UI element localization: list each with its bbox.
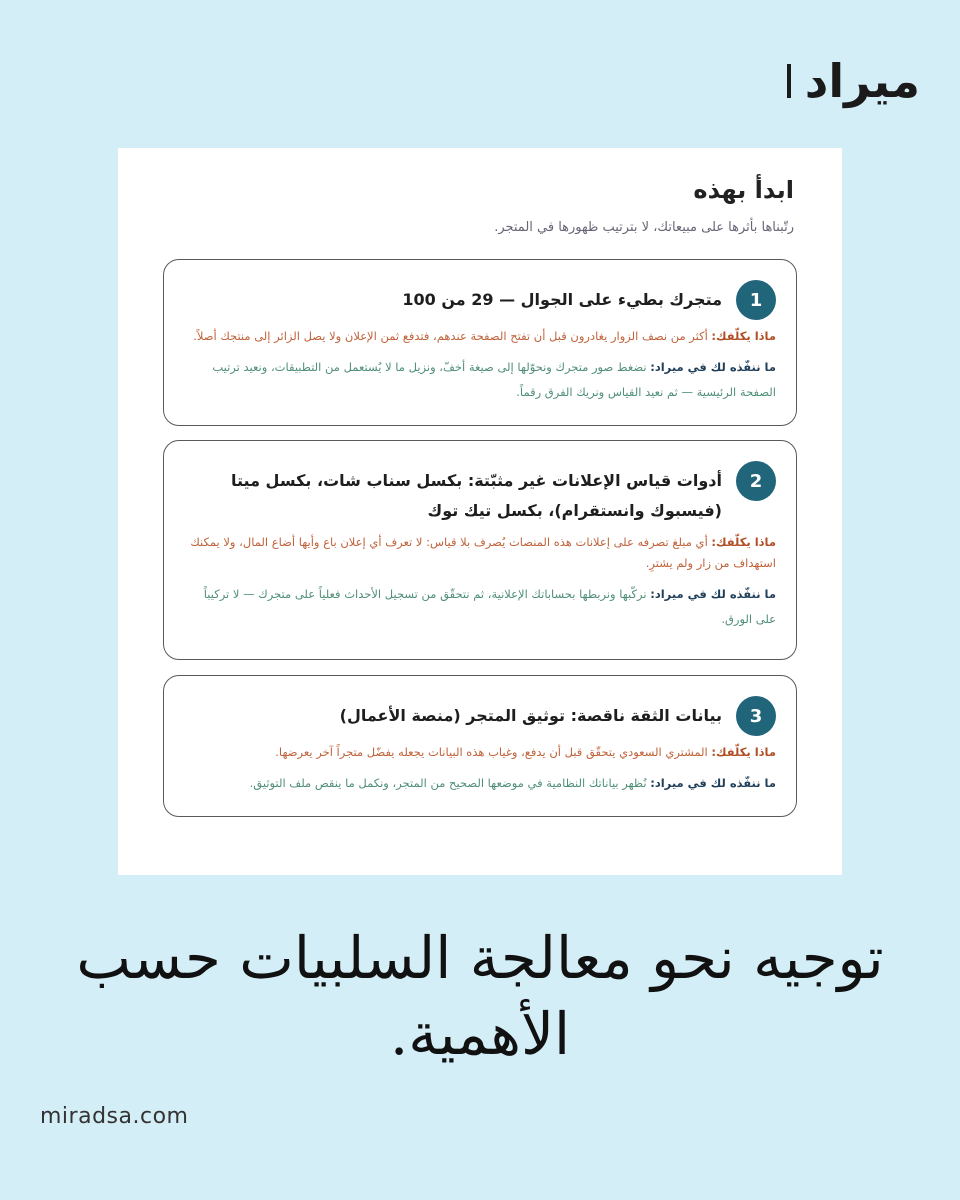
priority-item-1 (163, 259, 797, 426)
card-title: ابدأ بهذه (693, 176, 794, 204)
item-cost (182, 742, 776, 763)
fix-text: نركّبها ونربطها بحساباتك الإعلانية، ثم نتحقّق من تسجيل الأحداث فعلياً على متجرك — لا تركيباً على الورق. (203, 587, 776, 626)
priority-item-3 (163, 675, 797, 817)
brand-divider (787, 64, 791, 98)
item-number-badge: 3 (736, 696, 776, 736)
item-number-badge: 2 (736, 461, 776, 501)
cost-text: أي مبلغ تصرفه على إعلانات هذه المنصات يُصرف بلا قياس: لا تعرف أي إعلان باع وأيها أضاع المال، ولا يمكنك استهداف من زار ولم يشترِ. (190, 535, 776, 570)
item-title: بيانات الثقة ناقصة: توثيق المتجر (منصة الأعمال) (339, 706, 722, 725)
fix-text: نضغط صور متجرك ونحوّلها إلى صيغة أخفّ، ونزيل ما لا يُستعمل من التطبيقات، ونعيد ترتيب الصفحة الرئيسية — ثم نعيد القياس ونريك الفرق رقماً. (212, 360, 776, 399)
item-fix (182, 771, 776, 796)
fix-text: نُظهر بياناتك النظامية في موضعها الصحيح من المتجر، ونكمل ما ينقص ملف التوثيق. (249, 776, 647, 790)
brand-logo (787, 54, 920, 108)
brand-name: ميراد (804, 54, 920, 108)
cost-label: ماذا يكلّفك: (711, 329, 776, 343)
cost-label: ماذا يكلّفك: (711, 535, 776, 549)
item-cost (182, 532, 776, 574)
cost-label: ماذا يكلّفك: (711, 745, 776, 759)
item-title: أدوات قياس الإعلانات غير مثبّتة: بكسل سناب شات، بكسل ميتا (فيسبوك وانستقرام)، بكسل تيك توك (231, 471, 722, 520)
item-fix (182, 355, 776, 405)
website-url: miradsa.com (40, 1104, 189, 1129)
headline: توجيه نحو معالجة السلبيات حسب الأهمية. (76, 924, 884, 1068)
cost-text: المشتري السعودي يتحقّق قبل أن يدفع، وغياب هذه البيانات يجعله يفضّل متجراً آخر يعرضها. (275, 745, 708, 759)
item-fix (182, 582, 776, 632)
card-subtitle: رتّبناها بأثرها على مبيعاتك، لا بترتيب ظهورها في المتجر. (494, 220, 794, 235)
cost-text: أكثر من نصف الزوار يغادرون قبل أن تفتح الصفحة عندهم، فتدفع ثمن الإعلان ولا يصل الزائر إلى منتجك أصلاً. (193, 329, 708, 343)
item-number-badge: 1 (736, 280, 776, 320)
item-title: متجرك بطيء على الجوال — 29 من 100 (402, 290, 722, 309)
fix-label: ما ننفّذه لك في ميراد: (650, 360, 776, 374)
fix-label: ما ننفّذه لك في ميراد: (650, 587, 776, 601)
item-cost (182, 326, 776, 347)
screenshot-card (118, 148, 842, 875)
fix-label: ما ننفّذه لك في ميراد: (650, 776, 776, 790)
priority-item-2 (163, 440, 797, 660)
